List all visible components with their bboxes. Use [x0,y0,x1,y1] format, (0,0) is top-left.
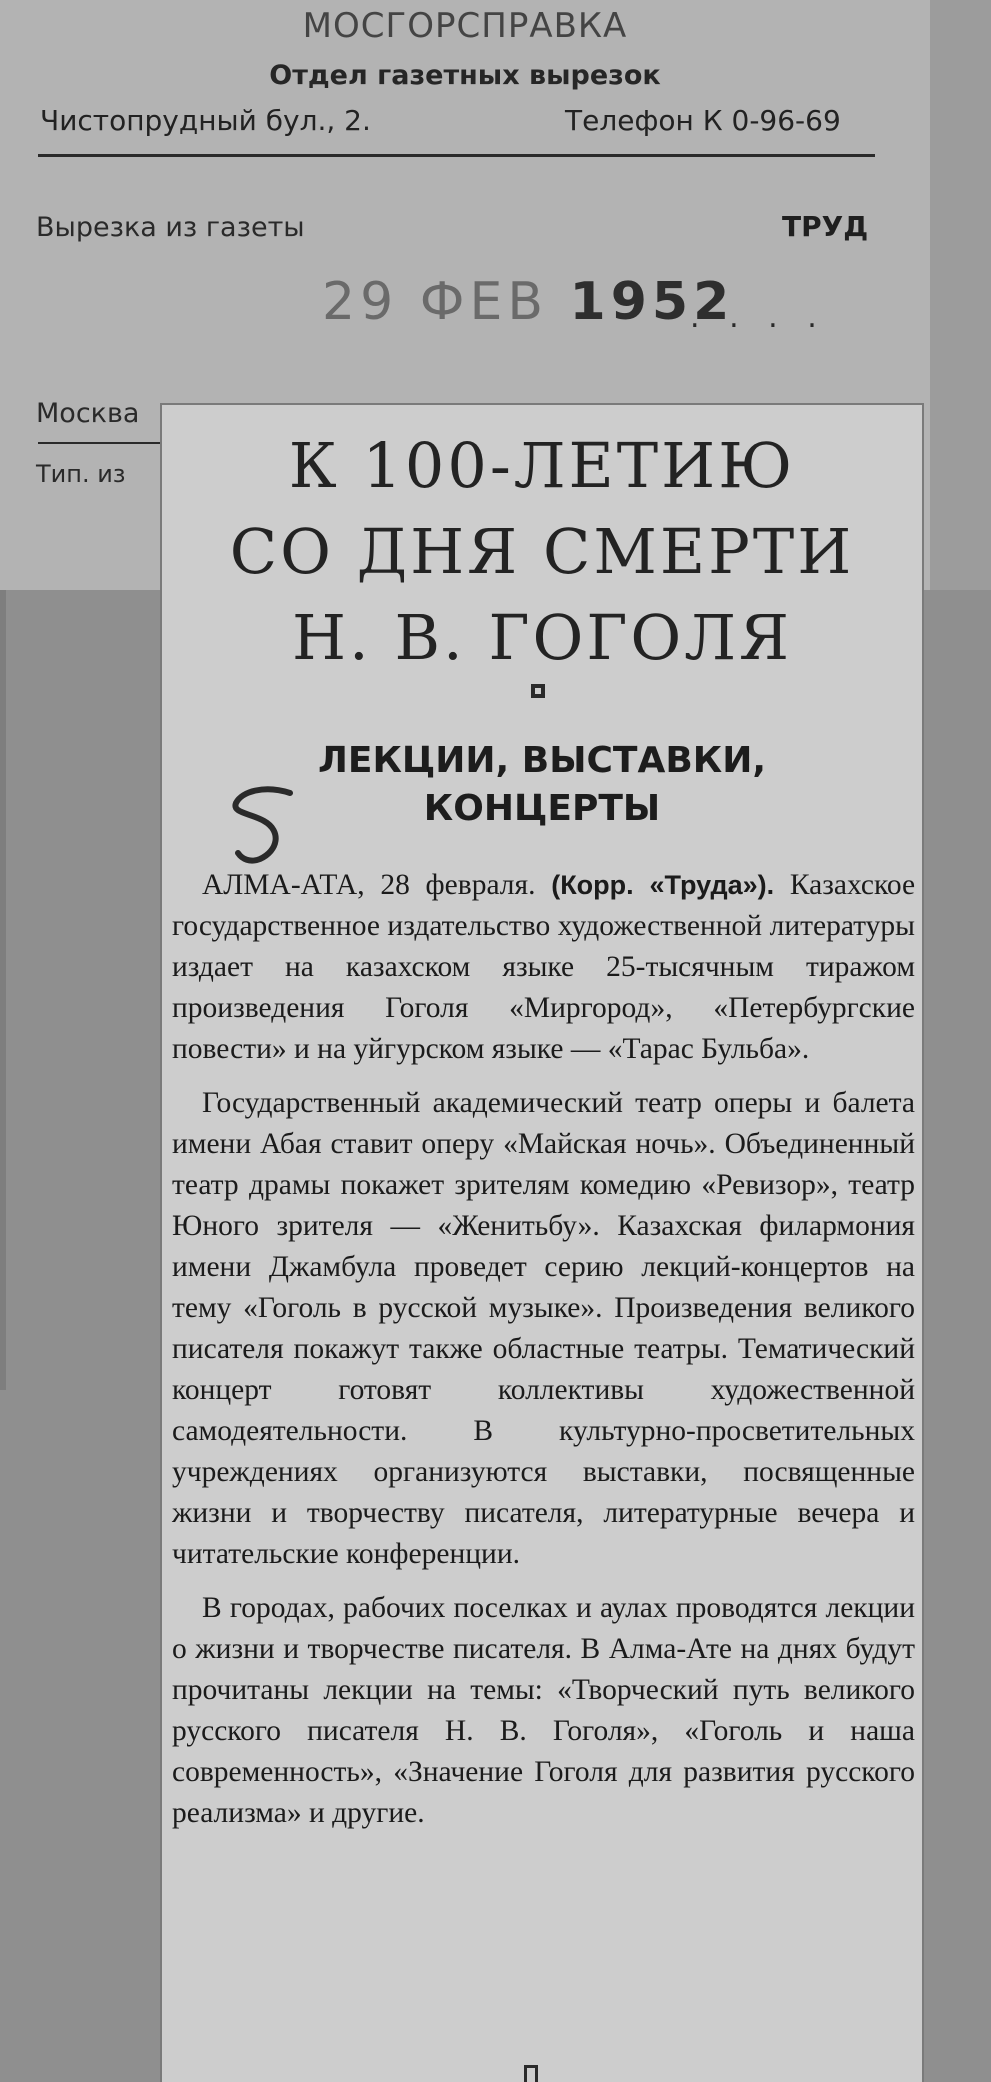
agency-address: Чистопрудный бул., 2. [40,104,371,137]
subheadline-line-1: ЛЕКЦИИ, ВЫСТАВКИ, [317,740,767,781]
agency-phone: Телефон К 0-96-69 [565,104,841,137]
paragraph-3: В городах, рабочих поселках и аулах проводятся лекции о жизни и творчестве писателя. В Алма-Ате на днях будут прочитаны лекции на темы: «Творческий путь великого русского писателя Н. В. Гоголя», «Гоголь и наша современность», «Значение Гоголя для развития русского реализма» и другие. [172,1592,915,1829]
paragraph-2: Государственный академический театр оперы и балета имени Абая ставит оперу «Майская ночь». Объединенный театр драмы покажет зрителям комедию «Ревизор», театр Юного зрителя — «Женитьбу». Казахская филармония имени Джамбула проведет серию лекций-концертов на тему «Гоголь в русской музыке». Произведения великого писателя покажут также областные театры. Тематический концерт готовят коллективы художественной самодеятельности. В культурно-просветительных учреждениях организуются выставки, посвященные жизни и творчеству писателя, литературные вечера и читательские конференции. [172,1087,915,1570]
cut-label: Вырезка из газеты [36,212,305,243]
date-stamp [322,272,734,332]
correspondent-credit: (Корр. «Труда»). [551,870,775,900]
article-body [172,865,915,1847]
separator-square [531,684,545,698]
newspaper-name: ТРУД [782,210,869,243]
newspaper-clipping [162,405,922,2082]
handwritten-mark [220,781,310,871]
end-mark [524,2065,538,2082]
department-name: Отдел газетных вырезок [269,60,661,91]
dots-filler: . . . . [690,300,827,335]
header-divider [38,154,875,157]
left-edge-shadow [0,590,6,1390]
subheadline-line-2: КОНЦЕРТЫ [423,788,661,829]
city-label: Москва [36,398,140,429]
headline-line-3: Н. В. ГОГОЛЯ [291,601,793,674]
dateline: АЛМА-АТА, 28 февраля. [202,869,536,901]
paragraph-1-text: Казахское государственное издательство художественной литературы издает на казахском языке 25-тысячным тиражом произведения Гоголя «Миргород», «Петербургские повести» и на уйгурском языке — «Тарас Бульба». [172,869,916,1065]
headline-line-2: СО ДНЯ СМЕРТИ [229,515,855,588]
date-year: 1952 [569,272,735,332]
agency-name: МОСГОРСПРАВКА [302,6,628,46]
city-underline [38,442,168,444]
paragraph-1 [172,865,915,1070]
date-day-month: 29 ФЕВ [322,272,548,332]
headline-line-1: К 100-ЛЕТИЮ [288,429,796,502]
card-right-strip [930,0,991,590]
headline [162,423,922,681]
print-label: Тип. из [36,460,126,488]
